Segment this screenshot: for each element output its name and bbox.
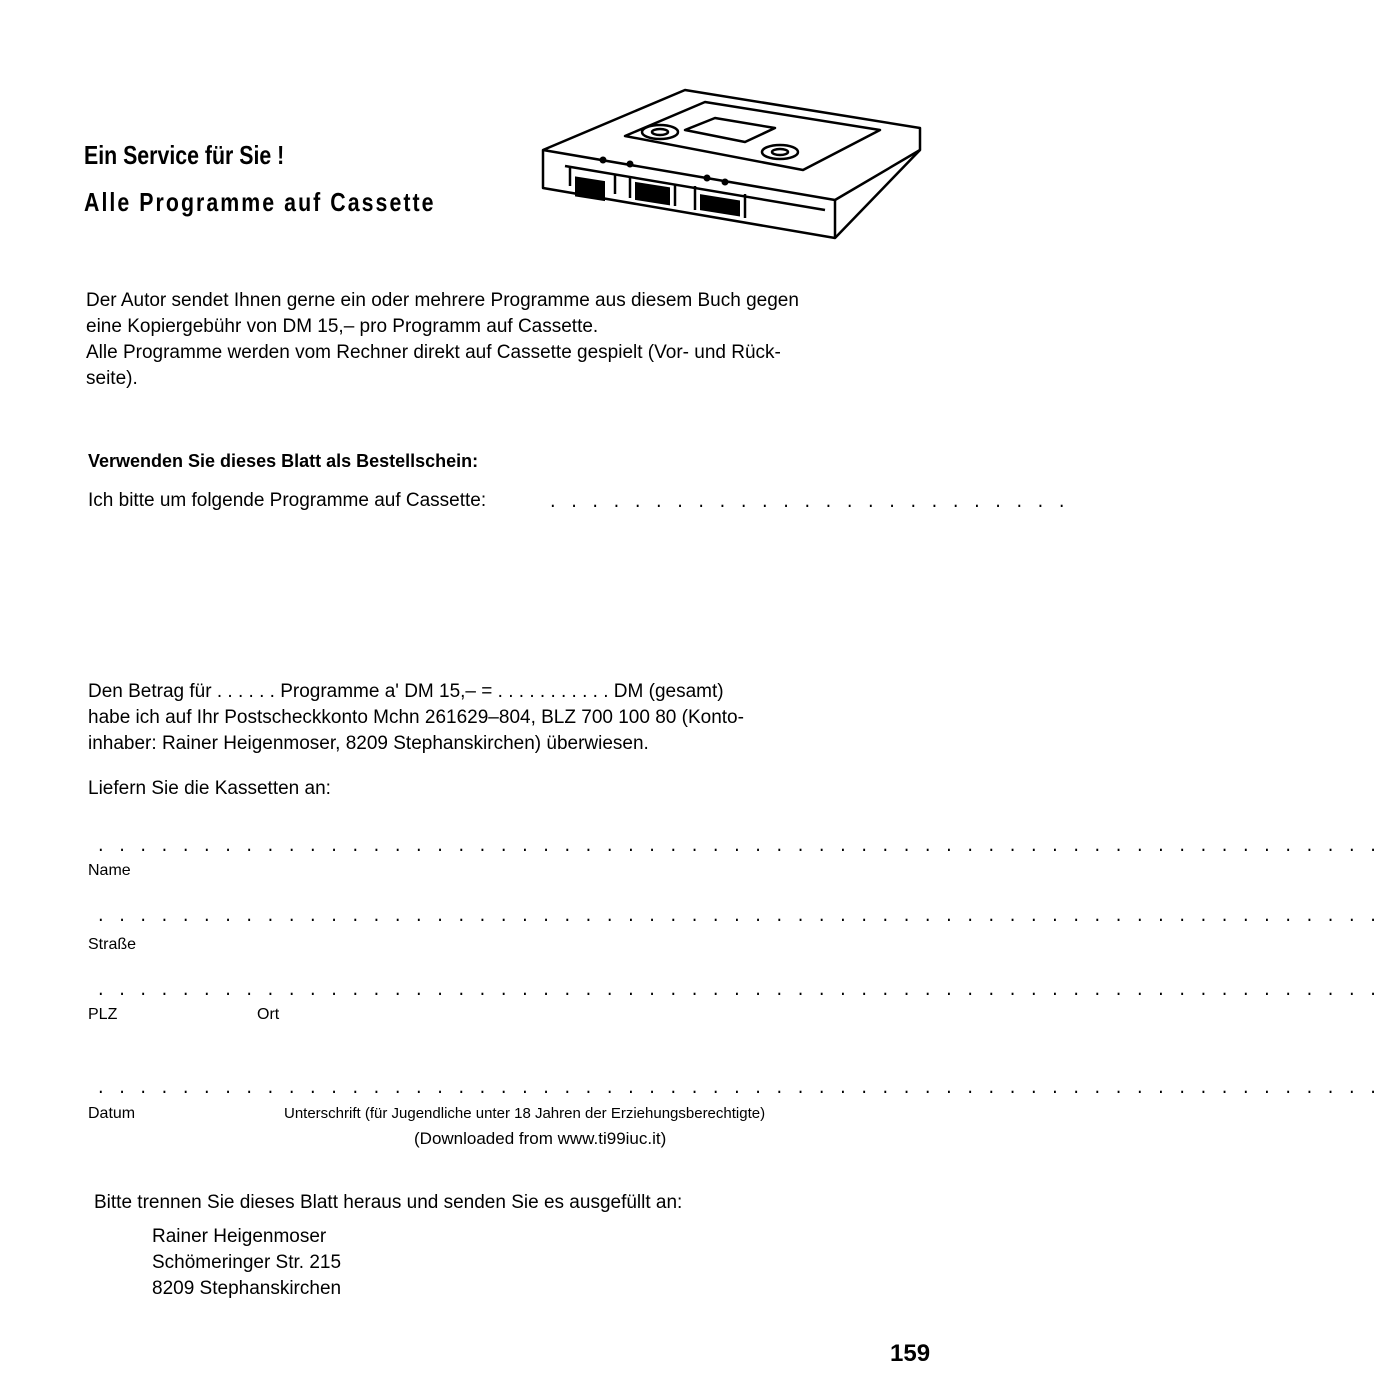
name-field[interactable]: . . . . . . . . . . . . . . . . . . . . . . . . . . . . . . . . . . . . . . . . . . . . . . . . . . . . . . . . . . . . . bbox=[96, 838, 1379, 856]
address-line-3: 8209 Stephanskirchen bbox=[152, 1278, 342, 1299]
send-instruction: Bitte trennen Sie dieses Blatt heraus und senden Sie es ausgefüllt an: bbox=[94, 1192, 683, 1213]
order-programs-field[interactable]: . . . . . . . . . . . . . . . . . . . . . . . . . bbox=[548, 494, 1068, 512]
payment-line-2: habe ich auf Ihr Postscheckkonto Mchn 261629–804, BLZ 700 100 80 (Konto- bbox=[88, 707, 744, 728]
intro-line-1: Der Autor sendet Ihnen gerne ein oder mehrere Programme aus diesem Buch gegen bbox=[86, 290, 799, 311]
signature-label: Unterschrift (für Jugendliche unter 18 Jahren der Erziehungsberechtigte) bbox=[284, 1105, 766, 1122]
payment-line-3: inhaber: Rainer Heigenmoser, 8209 Stephanskirchen) überwiesen. bbox=[88, 733, 649, 754]
intro-line-2: eine Kopiergebühr von DM 15,– pro Programm auf Cassette. bbox=[86, 316, 599, 337]
city-label: Ort bbox=[257, 1006, 280, 1023]
payment-line-1: Den Betrag für . . . . . . Programme a' DM 15,– = . . . . . . . . . . . DM (gesamt) bbox=[88, 681, 724, 702]
page-title: Ein Service für Sie ! bbox=[84, 140, 285, 170]
order-heading: Verwenden Sie dieses Blatt als Bestellschein: bbox=[88, 451, 479, 471]
order-request: Ich bitte um folgende Programme auf Cassette: bbox=[88, 490, 487, 511]
date-label: Datum bbox=[88, 1105, 136, 1122]
page-subtitle: Alle Programme auf Cassette bbox=[84, 187, 436, 217]
download-note: (Downloaded from www.ti99iuc.it) bbox=[414, 1129, 667, 1148]
page-number: 159 bbox=[890, 1340, 931, 1367]
intro-line-3: Alle Programme werden vom Rechner direkt auf Cassette gespielt (Vor- und Rück- bbox=[86, 342, 781, 363]
cassette-icon bbox=[535, 88, 930, 238]
delivery-heading: Liefern Sie die Kassetten an: bbox=[88, 778, 331, 799]
street-field[interactable]: . . . . . . . . . . . . . . . . . . . . . . . . . . . . . . . . . . . . . . . . . . . . . . . . . . . . . . . . . . . . . bbox=[96, 908, 1379, 926]
intro-line-4: seite). bbox=[86, 368, 138, 389]
name-label: Name bbox=[88, 862, 131, 879]
address-line-1: Rainer Heigenmoser bbox=[152, 1226, 327, 1247]
signature-field[interactable]: . . . . . . . . . . . . . . . . . . . . . . . . . . . . . . . . . . . . . . . . . . . . . . . . . . . . . . . . . . . . . bbox=[96, 1080, 1379, 1098]
city-field[interactable]: . . . . . . . . . . . . . . . . . . . . . . . . . . . . . . . . . . . . . . . . . . . . . . . . . . . . . . . . . . . . . bbox=[96, 982, 1379, 1000]
street-label: Straße bbox=[88, 936, 137, 953]
address-line-2: Schömeringer Str. 215 bbox=[152, 1252, 342, 1273]
plz-label: PLZ bbox=[88, 1006, 118, 1023]
